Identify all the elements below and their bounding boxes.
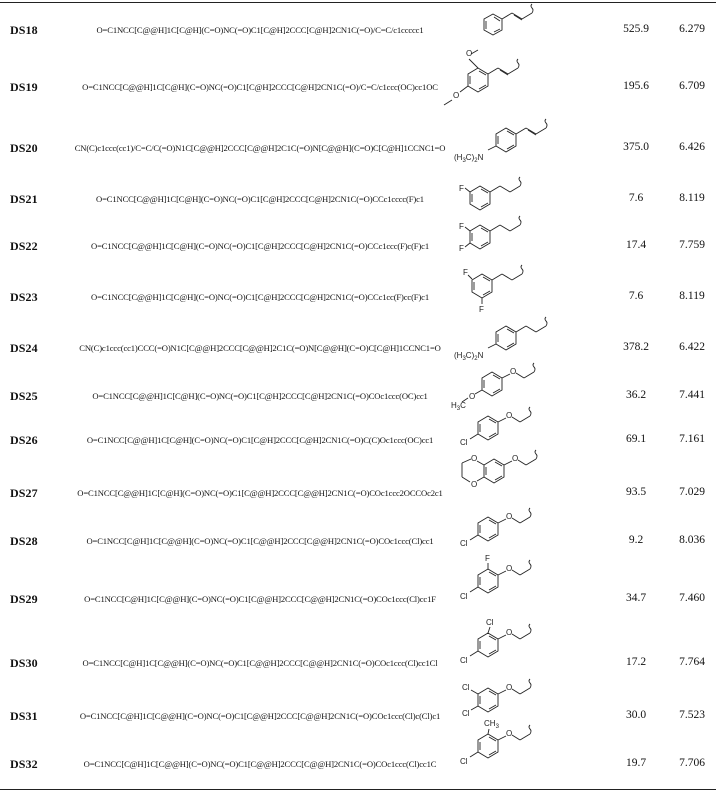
ic50-value: 195.6 <box>623 80 649 92</box>
chlorine-label: Cl <box>460 438 468 447</box>
ic50-value: 19.7 <box>625 757 647 769</box>
methyl-label: $CH_3$ <box>484 719 499 730</box>
compound-id: DS25 <box>10 389 38 403</box>
oxygen-label: O <box>506 411 513 420</box>
ic50-value: 7.6 <box>628 192 644 204</box>
fluorine-label: F <box>459 184 464 193</box>
table-top-rule <box>0 2 716 3</box>
pic50-value: 7.161 <box>679 433 705 445</box>
ic50-value: 17.4 <box>625 239 647 251</box>
ic50-value: 30.0 <box>625 709 647 721</box>
smiles-string: O=C1NCC[C@@H]1C[C@H](C=O)NC(=O)C1[C@H]2CCC[C@H]2CN1C(=O)/C=C/c1ccc(OC)cc1OC <box>82 82 438 92</box>
pic50-value: 8.119 <box>679 290 705 302</box>
ic50-value: 69.1 <box>625 433 647 445</box>
compound-id: DS27 <box>10 486 38 500</box>
oxygen-label: O <box>506 512 513 521</box>
pic50-value: 6.709 <box>679 80 705 92</box>
oxygen-label: O <box>453 91 460 100</box>
compound-id: DS26 <box>10 433 38 447</box>
oxygen-label: O <box>471 454 478 463</box>
compound-id: DS24 <box>10 341 38 355</box>
structure-dimethylaminostyryl <box>448 120 598 176</box>
methyl-label: $H_3C$ <box>451 401 466 412</box>
compound-id: DS20 <box>10 141 38 155</box>
pic50-value: 7.029 <box>679 486 705 498</box>
structure-chlorofluorophenoxymethyl <box>448 554 598 627</box>
ic50-value: 9.2 <box>628 534 644 546</box>
structure-dichlorophenoxymethyl <box>448 618 598 691</box>
fluorine-label: F <box>459 244 464 253</box>
smiles-string: O=C1NCC[C@@H]1C[C@H](C=O)NC(=O)C1[C@H]2CCC[C@H]2CN1C(=O)/C=C/c1ccccc1 <box>96 25 424 35</box>
smiles-string: O=C1NCC[C@@H]1C[C@H](C=O)NC(=O)C1[C@H]2CCC[C@H]2CN1C(=O)CCc1ccc(F)c(F)c1 <box>91 241 429 251</box>
oxygen-label: O <box>469 392 476 401</box>
pic50-value: 6.279 <box>679 23 705 35</box>
smiles-string: O=C1NCC[C@H]1C[C@@H](C=O)NC(=O)C1[C@@H]2CCC[C@@H]2CN1C(=O)COc1ccc(Cl)cc1C <box>83 759 437 769</box>
pic50-value: 8.036 <box>679 534 705 546</box>
smiles-string: O=C1NCC[C@H]1C[C@@H](C=O)NC(=O)C1[C@@H]2CCC[C@@H]2CN1C(=O)COc1ccc(Cl)cc1F <box>84 594 436 604</box>
structure-chlorophenoxymethyl <box>448 513 598 569</box>
chlorine-label: Cl <box>462 683 470 692</box>
oxygen-label: O <box>506 729 513 738</box>
smiles-string: O=C1NCC[C@H]1C[C@@H](C=O)NC(=O)C1[C@@H]2CCC[C@@H]2CN1C(=O)COc1ccc(Cl)cc1 <box>86 536 434 546</box>
dimethylamino-label: $(H_3C)_2N$ <box>454 351 484 362</box>
structure-difluorophenethyl <box>448 218 598 274</box>
smiles-string: O=C1NCC[C@@H]1C[C@H](C=O)NC(=O)C1[C@H]2CCC[C@H]2CN1C(=O)CCc1cccc(F)c1 <box>96 194 424 204</box>
compound-id: DS30 <box>10 656 38 670</box>
smiles-string: O=C1NCC[C@H]1C[C@@H](C=O)NC(=O)C1[C@@H]2CCC[C@@H]2CN1C(=O)COc1ccc(Cl)c(Cl)c1 <box>79 711 441 721</box>
oxygen-label: O <box>506 683 513 692</box>
compound-id: DS28 <box>10 534 38 548</box>
table-bottom-rule <box>0 789 716 790</box>
pic50-value: 7.764 <box>679 656 705 668</box>
pic50-value: 7.460 <box>679 592 705 604</box>
fluorine-label: F <box>463 268 468 277</box>
fluorine-label: F <box>479 305 484 314</box>
structure-chloromethylphenoxymethyl <box>448 719 598 792</box>
pic50-value: 6.426 <box>679 141 705 153</box>
smiles-string: O=C1NCC[C@@H]1C[C@H](C=O)NC(=O)C1[C@@H]2CCC[C@@H]2CN1C(=O)COc1ccc2OCCOc2c1 <box>77 488 443 498</box>
oxygen-label: O <box>512 454 519 463</box>
compound-id: DS32 <box>10 757 38 771</box>
chlorine-label: Cl <box>460 757 468 766</box>
dimethylamino-label: $(H_3C)_2N$ <box>454 153 484 164</box>
compound-id: DS31 <box>10 709 38 723</box>
pic50-value: 7.706 <box>679 757 705 769</box>
smiles-string: O=C1NCC[C@@H]1C[C@H](C=O)NC(=O)C1[C@H]2CCC[C@H]2CN1C(=O)C(C)Oc1ccc(OC)cc1 <box>86 435 434 445</box>
compound-id: DS23 <box>10 290 38 304</box>
smiles-string: O=C1NCC[C@@H]1C[C@H](C=O)NC(=O)C1[C@H]2CCC[C@H]2CN1C(=O)CCc1cc(F)cc(F)c1 <box>91 292 429 302</box>
ic50-value: 7.6 <box>628 290 644 302</box>
ic50-value: 525.9 <box>623 23 649 35</box>
oxygen-label: O <box>506 628 513 637</box>
compound-id: DS22 <box>10 239 38 253</box>
fluorine-label: F <box>459 222 464 231</box>
smiles-string: O=C1NCC[C@@H]1C[C@H](C=O)NC(=O)C1[C@H]2CCC[C@H]2CN1C(=O)COc1ccc(OC)cc1 <box>92 391 428 401</box>
chlorine-label: Cl <box>460 539 468 548</box>
pic50-value: 7.759 <box>679 239 705 251</box>
chlorine-label: Cl <box>462 709 470 718</box>
oxygen-label: O <box>466 49 473 58</box>
pic50-value: 8.119 <box>679 192 705 204</box>
ic50-value: 17.2 <box>625 656 647 668</box>
ic50-value: 375.0 <box>623 141 649 153</box>
smiles-string: CN(C)c1ccc(cc1)CCC(=O)N1C[C@@H]2CCC[C@@H]2C1C(=O)N[C@@H](C=O)C[C@H]1CCNC1=O <box>79 343 441 353</box>
ic50-value: 93.5 <box>625 486 647 498</box>
structure-difluorophenethyl-meta <box>448 269 598 325</box>
oxygen-label: O <box>506 564 513 573</box>
compound-id: DS21 <box>10 192 38 206</box>
ic50-value: 34.7 <box>625 592 647 604</box>
chlorine-label: Cl <box>486 618 494 627</box>
smiles-string: CN(C)c1ccc(cc1)/C=C/C(=O)N1C[C@@H]2CCC[C@@H]2C1C(=O)N[C@@H](C=O)C[C@H]1CCNC1=O <box>74 143 446 153</box>
compound-id: DS18 <box>10 23 38 37</box>
pic50-value: 7.523 <box>679 709 705 721</box>
chlorine-label: Cl <box>460 592 468 601</box>
compound-id: DS19 <box>10 80 38 94</box>
ic50-value: 378.2 <box>623 341 649 353</box>
pic50-value: 6.422 <box>679 341 705 353</box>
fluorine-label: F <box>485 554 490 563</box>
oxygen-label: O <box>510 367 517 376</box>
pic50-value: 7.441 <box>679 389 705 401</box>
ic50-value: 36.2 <box>625 389 647 401</box>
oxygen-label: O <box>471 480 478 489</box>
structure-dimethoxystyryl <box>448 49 598 115</box>
compound-id: DS29 <box>10 592 38 606</box>
smiles-string: O=C1NCC[C@H]1C[C@@H](C=O)NC(=O)C1[C@@H]2CCC[C@@H]2CN1C(=O)COc1ccc(Cl)cc1Cl <box>82 658 438 668</box>
chlorine-label: Cl <box>460 656 468 665</box>
